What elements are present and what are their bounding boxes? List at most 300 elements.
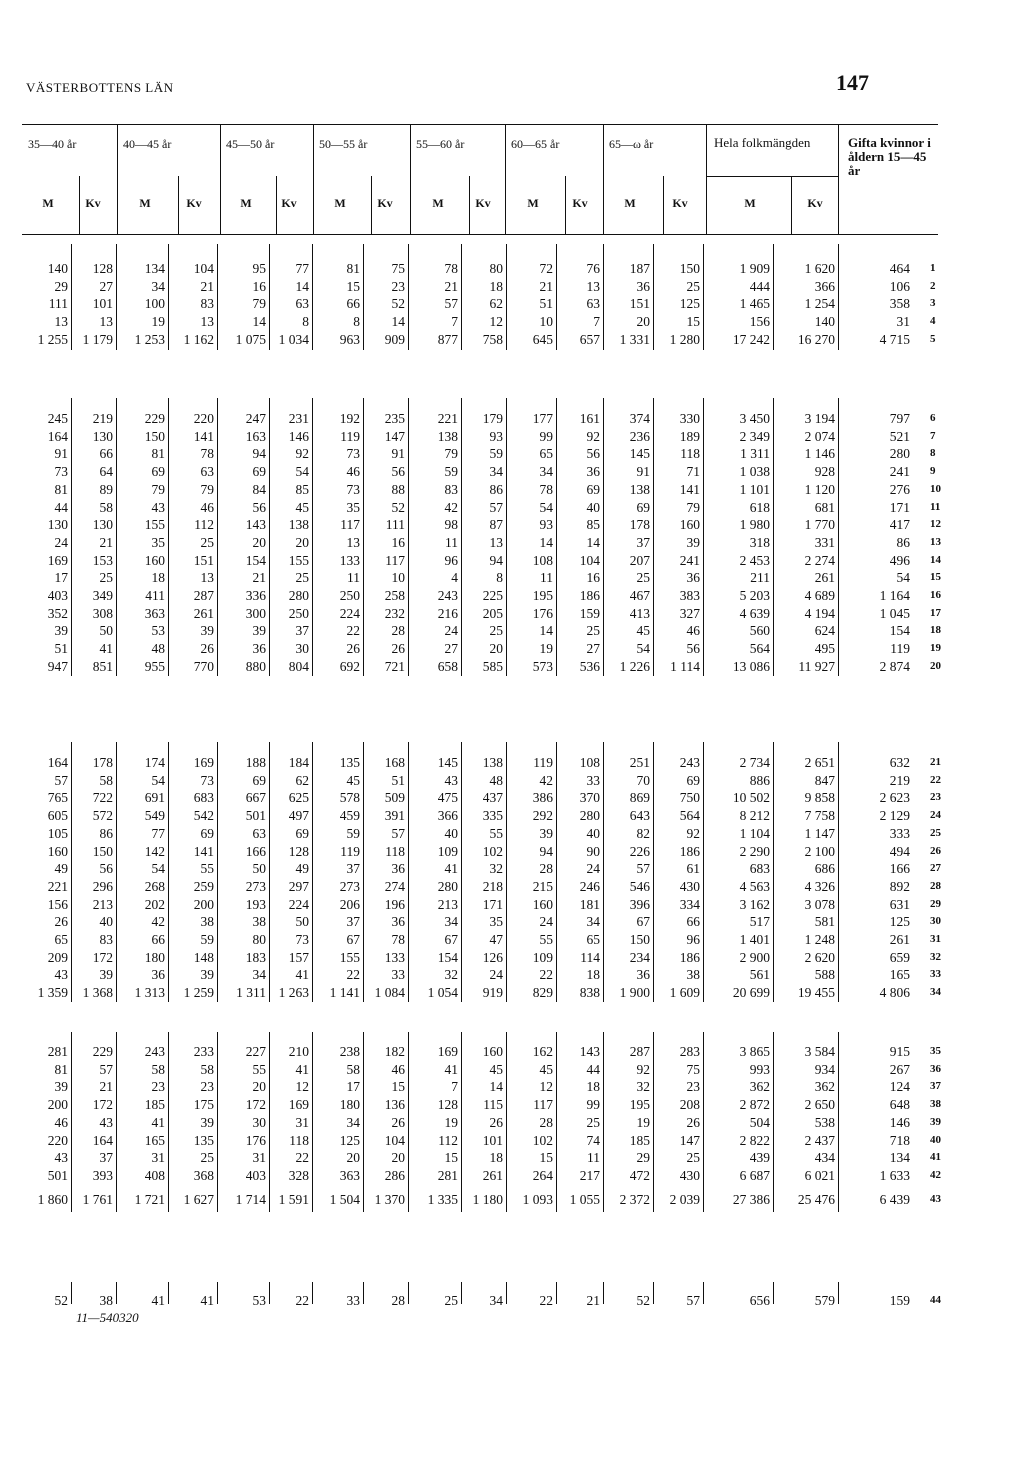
table-cell: 37 [99, 1150, 113, 1166]
table-cell: 185 [629, 1132, 650, 1148]
row-number: 40 [930, 1133, 941, 1146]
table-cell: 63 [295, 296, 309, 312]
column-rule [556, 742, 557, 1002]
table-cell: 2 874 [879, 658, 910, 674]
table-cell: 136 [384, 1097, 405, 1113]
column-rule [168, 1032, 169, 1212]
column-rule [703, 1282, 704, 1304]
table-cell: 93 [489, 428, 503, 444]
table-cell: 178 [92, 755, 113, 770]
table-cell: 919 [482, 985, 503, 1001]
table-cell: 287 [193, 588, 214, 603]
column-rule [116, 1032, 117, 1212]
table-cell: 94 [539, 843, 553, 859]
table-cell: 25 [99, 570, 113, 586]
table-cell: 261 [193, 605, 214, 621]
table-cell: 538 [814, 1114, 835, 1130]
table-cell: 2 274 [804, 552, 835, 568]
table-cell: 1 141 [329, 985, 360, 1001]
table-cell: 42 [151, 914, 165, 930]
table-cell: 78 [391, 932, 405, 947]
table-cell: 352 [47, 605, 68, 621]
table-cell: 150 [629, 932, 650, 947]
table-cell: 221 [437, 411, 458, 426]
table-cell: 176 [532, 605, 553, 621]
table-cell: 851 [92, 658, 113, 674]
table-cell: 54 [151, 861, 165, 877]
table-cell: 909 [384, 331, 405, 347]
column-rule [838, 1032, 839, 1212]
column-rule [312, 1282, 313, 1304]
table-cell: 35 [346, 499, 360, 515]
table-cell: 1 504 [329, 1191, 360, 1207]
table-cell: 560 [749, 623, 770, 639]
table-cell: 41 [99, 641, 113, 657]
table-cell: 64 [99, 464, 113, 480]
age-group-header: 55—60 år [416, 137, 465, 151]
table-cell: 169 [288, 1097, 309, 1113]
table-cell: 182 [384, 1044, 405, 1059]
table-cell: 349 [92, 588, 113, 603]
column-rule [506, 742, 507, 1002]
subheader-women: Kv [572, 196, 588, 210]
table-cell: 141 [679, 481, 700, 497]
table-cell: 193 [245, 896, 266, 912]
table-cell: 1 900 [619, 985, 650, 1001]
table-cell: 4 563 [739, 878, 770, 894]
table-cell: 39 [252, 623, 266, 639]
table-cell: 34 [346, 1114, 360, 1130]
table-cell: 7 758 [804, 808, 835, 824]
table-cell: 52 [391, 499, 405, 515]
table-cell: 13 [489, 534, 503, 550]
table-cell: 34 [489, 1293, 503, 1308]
table-cell: 6 687 [739, 1167, 770, 1183]
table-cell: 101 [482, 1132, 503, 1148]
table-cell: 31 [896, 314, 910, 330]
table-cell: 22 [346, 623, 360, 639]
table-cell: 153 [92, 552, 113, 568]
table-cell: 2 100 [804, 843, 835, 859]
table-top-rule [22, 124, 938, 125]
table-cell: 156 [749, 314, 770, 330]
table-cell: 37 [346, 914, 360, 930]
header-divider [706, 124, 707, 234]
table-cell: 33 [346, 1293, 360, 1308]
table-cell: 70 [636, 772, 650, 788]
table-cell: 5 203 [739, 588, 770, 603]
table-cell: 56 [99, 861, 113, 877]
table-cell: 657 [579, 331, 600, 347]
column-rule [312, 398, 313, 676]
table-cell: 38 [99, 1293, 113, 1308]
table-cell: 165 [144, 1132, 165, 1148]
table-cell: 15 [346, 278, 360, 294]
subheader-women: Kv [85, 196, 101, 210]
table-cell: 81 [346, 261, 360, 276]
table-cell: 41 [151, 1293, 165, 1308]
table-cell: 21 [586, 1293, 600, 1308]
table-cell: 134 [144, 261, 165, 276]
table-cell: 69 [252, 772, 266, 788]
table-cell: 403 [245, 1167, 266, 1183]
table-cell: 296 [92, 878, 113, 894]
table-cell: 84 [252, 481, 266, 497]
table-cell: 374 [629, 411, 650, 426]
table-cell: 19 [636, 1114, 650, 1130]
table-cell: 224 [339, 605, 360, 621]
table-cell: 138 [482, 755, 503, 770]
column-rule [773, 244, 774, 350]
table-cell: 54 [539, 499, 553, 515]
subheader-women: Kv [377, 196, 393, 210]
table-cell: 14 [489, 1079, 503, 1095]
table-cell: 148 [193, 949, 214, 965]
table-cell: 46 [200, 499, 214, 515]
table-cell: 46 [686, 623, 700, 639]
table-cell: 219 [889, 772, 910, 788]
table-cell: 509 [384, 790, 405, 806]
column-rule [703, 742, 704, 1002]
table-cell: 56 [252, 499, 266, 515]
table-cell: 13 [200, 314, 214, 330]
column-rule [653, 1282, 654, 1304]
table-cell: 7 [451, 1079, 458, 1095]
table-cell: 69 [151, 464, 165, 480]
row-number: 37 [930, 1080, 941, 1093]
table-cell: 624 [814, 623, 835, 639]
subheader-men: M [432, 196, 444, 210]
table-cell: 1 101 [739, 481, 770, 497]
column-rule [217, 742, 218, 1002]
table-cell: 227 [245, 1044, 266, 1059]
column-rule [116, 398, 117, 676]
table-cell: 155 [144, 517, 165, 533]
table-cell: 219 [92, 411, 113, 426]
table-cell: 287 [629, 1044, 650, 1059]
table-cell: 25 [200, 1150, 214, 1166]
table-cell: 1 770 [804, 517, 835, 533]
table-cell: 177 [532, 411, 553, 426]
table-cell: 75 [391, 261, 405, 276]
subheader-men: M [527, 196, 539, 210]
table-cell: 27 386 [732, 1191, 770, 1207]
column-rule [71, 398, 72, 676]
table-cell: 104 [384, 1132, 405, 1148]
table-cell: 11 [347, 570, 360, 586]
table-cell: 264 [532, 1167, 553, 1183]
table-cell: 39 [54, 623, 68, 639]
table-cell: 20 [295, 534, 309, 550]
subheader-women: Kv [281, 196, 297, 210]
table-cell: 261 [482, 1167, 503, 1183]
table-cell: 1 120 [804, 481, 835, 497]
table-cell: 145 [437, 755, 458, 770]
table-cell: 146 [288, 428, 309, 444]
table-cell: 52 [391, 296, 405, 312]
table-cell: 1 591 [278, 1191, 309, 1207]
table-cell: 81 [54, 1061, 68, 1077]
table-cell: 91 [391, 446, 405, 462]
row-number: 12 [930, 518, 941, 531]
table-cell: 521 [889, 428, 910, 444]
table-cell: 82 [636, 825, 650, 841]
table-cell: 246 [579, 878, 600, 894]
table-cell: 300 [245, 605, 266, 621]
column-rule [461, 742, 462, 1002]
table-cell: 1 147 [804, 825, 835, 841]
table-cell: 85 [586, 517, 600, 533]
table-cell: 34 [444, 914, 458, 930]
table-cell: 55 [539, 932, 553, 947]
table-cell: 87 [489, 517, 503, 533]
table-cell: 417 [889, 517, 910, 533]
table-cell: 67 [346, 932, 360, 947]
table-cell: 171 [889, 499, 910, 515]
table-cell: 691 [144, 790, 165, 806]
table-cell: 211 [750, 570, 770, 586]
column-rule [363, 742, 364, 1002]
table-cell: 138 [288, 517, 309, 533]
subheader-men: M [42, 196, 54, 210]
table-cell: 934 [814, 1061, 835, 1077]
table-cell: 33 [586, 772, 600, 788]
table-cell: 648 [889, 1097, 910, 1113]
table-cell: 78 [539, 481, 553, 497]
column-rule [269, 1282, 270, 1304]
column-rule [168, 742, 169, 1002]
table-cell: 605 [47, 808, 68, 824]
table-cell: 62 [489, 296, 503, 312]
column-rule [653, 1032, 654, 1212]
table-cell: 40 [99, 914, 113, 930]
table-cell: 1 313 [134, 985, 165, 1001]
table-cell: 66 [99, 446, 113, 462]
table-cell: 13 [54, 314, 68, 330]
table-cell: 847 [814, 772, 835, 788]
table-cell: 24 [444, 623, 458, 639]
table-cell: 261 [814, 570, 835, 586]
table-cell: 79 [444, 446, 458, 462]
table-cell: 14 [539, 534, 553, 550]
table-cell: 23 [686, 1079, 700, 1095]
table-cell: 43 [444, 772, 458, 788]
table-cell: 117 [385, 552, 405, 568]
subheader-women: Kv [672, 196, 688, 210]
column-rule [168, 244, 169, 350]
table-cell: 63 [200, 464, 214, 480]
table-cell: 61 [686, 861, 700, 877]
table-cell: 57 [54, 772, 68, 788]
table-cell: 25 [636, 570, 650, 586]
table-cell: 183 [245, 949, 266, 965]
table-cell: 34 [252, 967, 266, 983]
table-cell: 16 270 [797, 331, 835, 347]
table-cell: 23 [391, 278, 405, 294]
table-cell: 892 [889, 878, 910, 894]
column-rule [773, 742, 774, 1002]
table-cell: 6 021 [804, 1167, 835, 1183]
table-cell: 497 [288, 808, 309, 824]
table-cell: 76 [586, 261, 600, 276]
column-rule [269, 398, 270, 676]
table-cell: 318 [749, 534, 770, 550]
column-rule [217, 244, 218, 350]
table-cell: 160 [482, 1044, 503, 1059]
table-cell: 40 [586, 499, 600, 515]
table-cell: 3 865 [739, 1044, 770, 1059]
table-cell: 4 326 [804, 878, 835, 894]
table-cell: 292 [532, 808, 553, 824]
row-number: 7 [930, 429, 936, 442]
table-cell: 89 [99, 481, 113, 497]
table-cell: 233 [193, 1044, 214, 1059]
table-cell: 108 [532, 552, 553, 568]
row-number: 30 [930, 915, 941, 928]
row-number: 6 [930, 412, 936, 424]
column-rule [408, 1282, 409, 1304]
row-number: 27 [930, 862, 941, 875]
table-cell: 53 [151, 623, 165, 639]
table-cell: 38 [200, 914, 214, 930]
table-cell: 1 331 [619, 331, 650, 347]
table-cell: 327 [679, 605, 700, 621]
column-rule [116, 244, 117, 350]
table-cell: 20 699 [732, 985, 770, 1001]
table-cell: 140 [814, 314, 835, 330]
table-cell: 408 [144, 1167, 165, 1183]
table-cell: 928 [814, 464, 835, 480]
table-cell: 180 [144, 949, 165, 965]
column-rule [71, 742, 72, 1002]
table-cell: 14 [586, 534, 600, 550]
table-cell: 85 [295, 481, 309, 497]
table-cell: 250 [288, 605, 309, 621]
table-cell: 147 [384, 428, 405, 444]
table-cell: 141 [193, 843, 214, 859]
table-cell: 52 [54, 1293, 68, 1308]
table-cell: 96 [444, 552, 458, 568]
column-rule [408, 398, 409, 676]
table-cell: 579 [814, 1293, 835, 1308]
table-cell: 174 [144, 755, 165, 770]
table-cell: 1 465 [739, 296, 770, 312]
table-cell: 229 [92, 1044, 113, 1059]
table-cell: 143 [245, 517, 266, 533]
hela-underline [706, 176, 838, 177]
table-cell: 161 [579, 411, 600, 426]
table-cell: 25 [200, 534, 214, 550]
table-cell: 53 [252, 1293, 266, 1308]
column-rule [653, 398, 654, 676]
table-cell: 13 086 [732, 658, 770, 674]
table-cell: 46 [54, 1114, 68, 1130]
table-cell: 18 [586, 967, 600, 983]
table-cell: 63 [586, 296, 600, 312]
table-cell: 19 [151, 314, 165, 330]
table-cell: 65 [539, 446, 553, 462]
table-cell: 218 [482, 878, 503, 894]
table-cell: 383 [679, 588, 700, 603]
table-cell: 69 [636, 499, 650, 515]
row-number: 22 [930, 773, 941, 786]
column-rule [408, 244, 409, 350]
column-rule [71, 1282, 72, 1304]
table-cell: 1 311 [740, 446, 770, 462]
table-cell: 83 [99, 932, 113, 947]
table-cell: 330 [679, 411, 700, 426]
table-cell: 98 [444, 517, 458, 533]
column-rule [168, 1282, 169, 1304]
table-cell: 581 [814, 914, 835, 930]
table-cell: 1 034 [278, 331, 309, 347]
row-number: 43 [930, 1192, 941, 1205]
table-cell: 67 [636, 914, 650, 930]
table-cell: 154 [245, 552, 266, 568]
table-cell: 109 [532, 949, 553, 965]
table-cell: 328 [288, 1167, 309, 1183]
table-cell: 31 [151, 1150, 165, 1166]
table-cell: 880 [245, 658, 266, 674]
table-cell: 37 [346, 861, 360, 877]
table-cell: 280 [579, 808, 600, 824]
table-cell: 12 [539, 1079, 553, 1095]
table-cell: 102 [532, 1132, 553, 1148]
table-cell: 4 689 [804, 588, 835, 603]
row-number: 25 [930, 826, 941, 839]
table-cell: 363 [144, 605, 165, 621]
table-cell: 643 [629, 808, 650, 824]
table-cell: 1 084 [374, 985, 405, 1001]
table-cell: 88 [391, 481, 405, 497]
table-cell: 434 [814, 1150, 835, 1166]
column-rule [312, 1032, 313, 1212]
table-cell: 4 [451, 570, 458, 586]
table-cell: 758 [482, 331, 503, 347]
table-cell: 143 [579, 1044, 600, 1059]
table-cell: 94 [252, 446, 266, 462]
table-cell: 276 [889, 481, 910, 497]
table-cell: 41 [444, 1061, 458, 1077]
table-cell: 111 [385, 517, 405, 533]
table-cell: 2 372 [619, 1191, 650, 1207]
table-cell: 51 [391, 772, 405, 788]
table-cell: 169 [193, 755, 214, 770]
table-cell: 1 633 [879, 1167, 910, 1183]
table-cell: 2 349 [739, 428, 770, 444]
table-cell: 91 [636, 464, 650, 480]
table-cell: 721 [384, 658, 405, 674]
table-cell: 28 [391, 623, 405, 639]
table-cell: 14 [539, 623, 553, 639]
table-cell: 25 [686, 1150, 700, 1166]
table-cell: 86 [99, 825, 113, 841]
table-cell: 35 [489, 914, 503, 930]
table-cell: 52 [636, 1293, 650, 1308]
table-cell: 180 [339, 1097, 360, 1113]
table-cell: 92 [586, 428, 600, 444]
table-cell: 683 [193, 790, 214, 806]
table-cell: 108 [579, 755, 600, 770]
table-cell: 2 650 [804, 1097, 835, 1113]
table-cell: 12 [295, 1079, 309, 1095]
column-rule [653, 742, 654, 1002]
header-divider [838, 124, 839, 234]
table-cell: 36 [391, 914, 405, 930]
table-cell: 238 [339, 1044, 360, 1059]
table-cell: 659 [889, 949, 910, 965]
table-cell: 561 [749, 967, 770, 983]
